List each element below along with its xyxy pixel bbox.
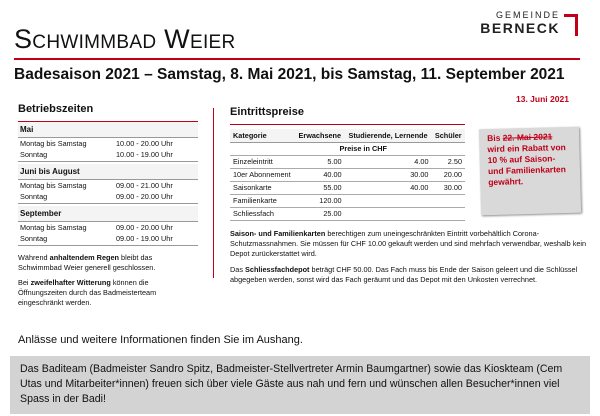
hours-row [18, 222, 198, 233]
price-cell [432, 208, 466, 221]
price-cell [345, 195, 432, 208]
hours-time: 09.00 - 21.00 Uhr [116, 181, 173, 190]
price-subheader: Preise in CHF [230, 143, 465, 156]
logo-mark-icon [564, 14, 578, 36]
opening-hours-section [18, 103, 198, 308]
hours-days: Montag bis Samstag [20, 181, 87, 190]
price-cell: 4.00 [345, 156, 432, 169]
season-subtitle: Badesaison 2021 – Samstag, 8. Mai 2021, bis Samstag, 11. September 2021 [14, 66, 565, 83]
hours-time: 09.00 - 20.00 Uhr [116, 223, 173, 232]
logo-line2: BERNECK [480, 20, 560, 36]
locker-note: Das Schliessfachdepot beträgt CHF 50.00. Das Fach muss bis Ende der Saison geleert und die Schlüssel abgegeben werden, sonst wird das Fach geräumt und das Depot mit den Unkosten verrechnet. [230, 265, 578, 284]
col-pupils: Schüler [432, 129, 466, 143]
hours-period-rows [18, 222, 198, 246]
footer-message: Das Baditeam (Badmeister Sandro Spitz, Badmeister-Stellvertreter Armin Baumgartner) sowie das Kioskteam (Cem Utas und Mitarbeiter*innen) freuen sich über viele Gäste aus nah und fern und wünschen allen Besucher*innen viel Spass in der Badi! [10, 356, 590, 414]
header-divider [14, 58, 580, 60]
hours-time: 10.00 - 20.00 Uhr [116, 139, 173, 148]
column-divider [213, 108, 214, 278]
price-row [230, 169, 465, 182]
info-line: Anlässe und weitere Informationen finden Sie im Aushang. [18, 334, 303, 346]
col-adults: Erwachsene [295, 129, 345, 143]
opening-hours-title: Betriebszeiten [18, 103, 94, 115]
price-cell: 10er Abonnement [230, 169, 295, 182]
price-cell: Saisonkarte [230, 182, 295, 195]
price-cell [345, 208, 432, 221]
price-cell: 30.00 [432, 182, 466, 195]
col-category: Kategorie [230, 129, 295, 143]
price-cell [432, 195, 466, 208]
price-cell: Familienkarte [230, 195, 295, 208]
hours-row [18, 149, 198, 160]
promo-note: Bis 22. Mai 2021 wird ein Rabatt von 10 % auf Saison- und Familienkarten gewährt. [479, 127, 581, 216]
price-row [230, 208, 465, 221]
hours-row [18, 191, 198, 202]
price-row [230, 156, 465, 169]
price-cell: 20.00 [432, 169, 466, 182]
hours-period-rows [18, 138, 198, 162]
price-cell: Einzeleintritt [230, 156, 295, 169]
hours-days: Sonntag [20, 192, 48, 201]
price-cell: Schliessfach [230, 208, 295, 221]
col-students: Studierende, Lernende [345, 129, 432, 143]
page-title: Schwimmbad Weier [14, 24, 236, 54]
hours-time: 09.00 - 20.00 Uhr [116, 192, 173, 201]
price-table [230, 129, 465, 221]
rain-note: Während anhaltendem Regen bleibt das Schwimmbad Weier generell geschlossen. [18, 253, 156, 272]
hours-row [18, 233, 198, 244]
hours-days: Montag bis Samstag [20, 223, 87, 232]
hours-row [18, 138, 198, 149]
section-divider [230, 124, 465, 125]
price-row [230, 182, 465, 195]
price-cell: 120.00 [295, 195, 345, 208]
hours-row [18, 180, 198, 191]
hours-period-rows [18, 180, 198, 204]
hours-time: 10.00 - 19.00 Uhr [116, 150, 173, 159]
hours-period-header: Mai [18, 122, 198, 138]
logo [480, 10, 560, 36]
hours-period-header: Juni bis August [18, 164, 198, 180]
price-cell: 2.50 [432, 156, 466, 169]
hours-days: Sonntag [20, 150, 48, 159]
hours-period-header: September [18, 206, 198, 222]
hours-days: Montag bis Samstag [20, 139, 87, 148]
season-card-note: Saison- und Familienkarten berechtigen zum uneingeschränkten Eintritt vorbehältlich Corona-Schutzmassnahmen. Sie müssen für CHF 10.00 gekauft werden und sind mehrfach verwendbar, weshalb kein Depot zurückerstattet wird. [230, 229, 587, 258]
price-cell: 5.00 [295, 156, 345, 169]
prices-title: Eintrittspreise [230, 106, 304, 118]
weather-note: Bei zweifelhafter Witterung können die Öffnungszeiten durch das Badmeisterteam eingeschränkt werden. [18, 278, 157, 307]
price-cell: 25.00 [295, 208, 345, 221]
price-table-header [230, 129, 465, 143]
price-cell: 40.00 [295, 169, 345, 182]
price-cell: 30.00 [345, 169, 432, 182]
hours-time: 09.00 - 19.00 Uhr [116, 234, 173, 243]
logo-line1: GEMEINDE [495, 10, 560, 20]
price-cell: 40.00 [345, 182, 432, 195]
price-cell: 55.00 [295, 182, 345, 195]
price-row [230, 195, 465, 208]
hours-days: Sonntag [20, 234, 48, 243]
promo-date: 13. Juni 2021 [516, 94, 569, 104]
hours-blocks [18, 122, 198, 246]
